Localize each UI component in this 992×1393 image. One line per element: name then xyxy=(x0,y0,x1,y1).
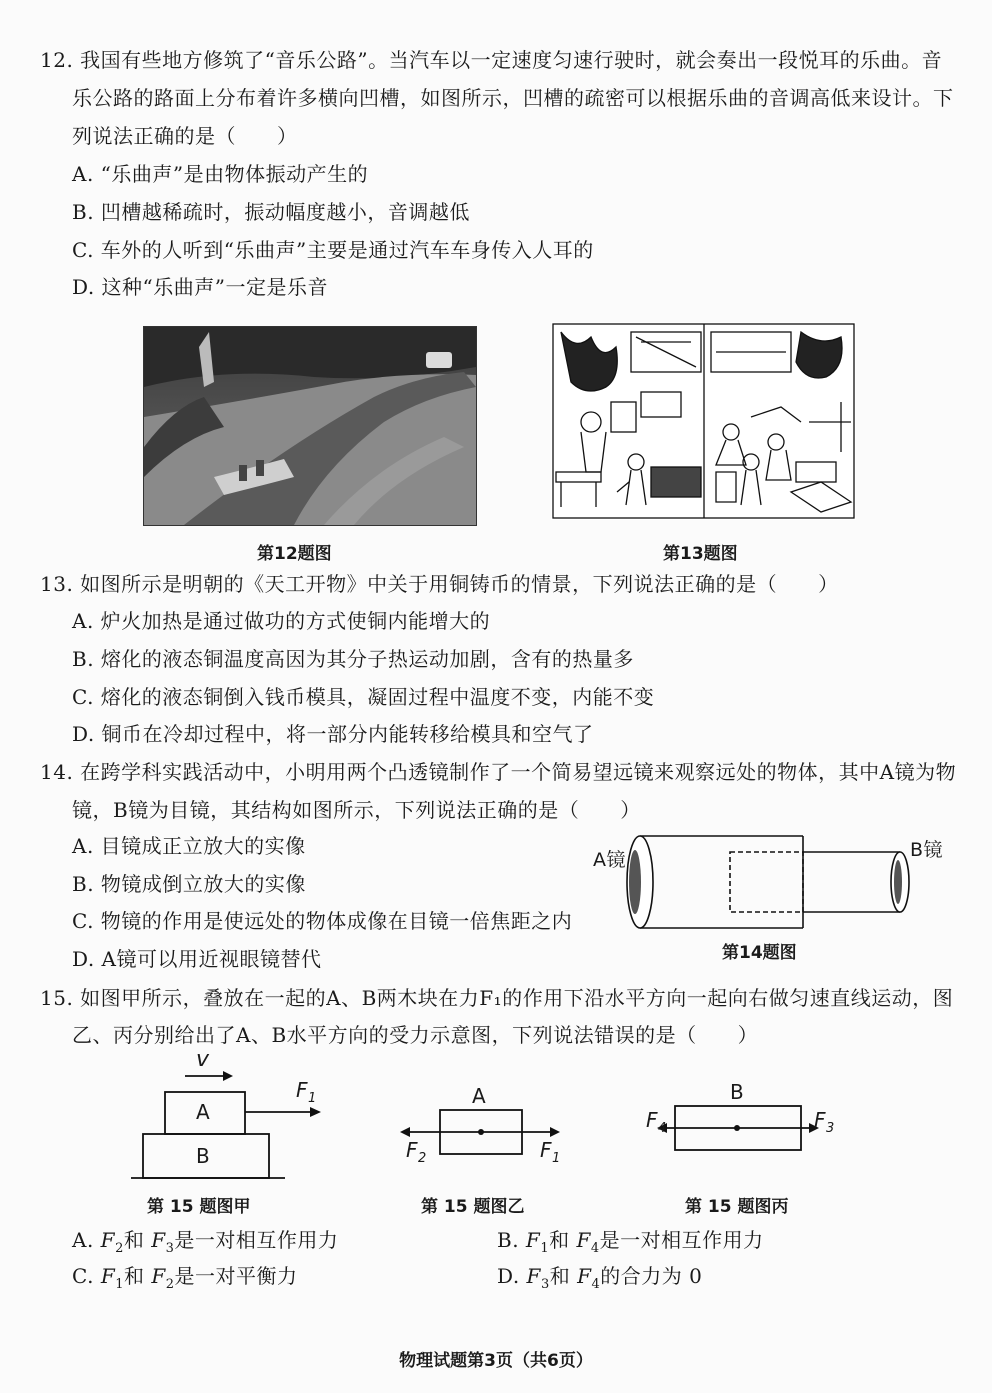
q15-fig-a-block-b: B xyxy=(196,1144,211,1168)
q15-stem-line-2: 乙、丙分别给出了A、B水平方向的受力示意图，下列说法错误的是（ ） xyxy=(72,1023,759,1047)
q15-option-c: C. $F_1$和 $F_2$是一对平衡力 xyxy=(72,1264,298,1292)
q13-option-a: A. 炉火加热是通过做功的方式使铜内能增大的 xyxy=(72,609,491,633)
q14-figure-caption: 第14题图 xyxy=(722,943,797,963)
q13-option-d: D. 铜币在冷却过程中，将一部分内能转移给模具和空气了 xyxy=(72,722,594,746)
q15-option-d: D. $F_3$和 $F_4$的合力为 0 xyxy=(497,1264,703,1292)
q15-option-a: A. $F_2$和 $F_3$是一对相互作用力 xyxy=(72,1228,339,1256)
q14-stem-line-2: 镜，B镜为目镜，其结构如图所示，下列说法正确的是（ ） xyxy=(72,798,641,822)
q15-fig-c-caption: 第 15 题图丙 xyxy=(685,1197,789,1217)
q12-stem-line-3: 列说法正确的是（ ） xyxy=(72,124,298,148)
q12-stem-line-2: 乐公路的路面上分布着许多横向凹槽，如图所示，凹槽的疏密可以根据乐曲的音调高低来设计。下 xyxy=(72,86,954,110)
q13-coin-casting-drawing xyxy=(551,322,856,520)
q12-road-photo xyxy=(143,326,477,526)
lens-a-shading xyxy=(629,850,641,914)
q13-option-c: C. 熔化的液态铜倒入钱币模具，凝固过程中温度不变，内能不变 xyxy=(72,685,655,709)
q15-fig-a-velocity-label: v xyxy=(196,1047,210,1072)
q15-fig-a-block-a: A xyxy=(196,1100,211,1124)
q12-option-b: B. 凹槽越稀疏时，振动幅度越小，音调越低 xyxy=(72,200,470,224)
q15-stem-line-1: 15. 如图甲所示，叠放在一起的A、B两木块在力F₁的作用下沿水平方向一起向右做匀速直线运动，图 xyxy=(40,986,954,1010)
page-footer: 物理试题第3页（共6页） xyxy=(399,1351,593,1371)
q12-figure-caption: 第12题图 xyxy=(257,544,332,564)
lens-b-shading xyxy=(894,860,902,904)
q12-stem-line-1: 12. 我国有些地方修筑了“音乐公路”。当汽车以一定速度匀速行驶时，就会奏出一段悦耳的乐曲。音 xyxy=(40,48,943,72)
q15-fig-c-f4-label: $F_4$ xyxy=(646,1108,667,1136)
q15-fig-b-f2-label: $F_2$ xyxy=(406,1138,427,1166)
q13-option-b: B. 熔化的液态铜温度高因为其分子热运动加剧，含有的热量多 xyxy=(72,647,634,671)
q15-fig-b-block-a: A xyxy=(472,1084,487,1108)
q14-option-d: D. A镜可以用近视眼镜替代 xyxy=(72,947,322,971)
q14-option-a: A. 目镜成正立放大的实像 xyxy=(72,834,306,858)
q15-fig-a-caption: 第 15 题图甲 xyxy=(147,1197,251,1217)
q14-option-b: B. 物镜成倒立放大的实像 xyxy=(72,872,306,896)
q15-fig-b-caption: 第 15 题图乙 xyxy=(421,1197,525,1217)
q14-lens-b-label: B镜 xyxy=(910,839,944,861)
q15-fig-c-block-b: B xyxy=(730,1080,745,1104)
q12-option-c: C. 车外的人听到“乐曲声”主要是通过汽车车身传入人耳的 xyxy=(72,238,594,262)
q14-option-c: C. 物镜的作用是使远处的物体成像在目镜一倍焦距之内 xyxy=(72,909,573,933)
q15-option-b: B. $F_1$和 $F_4$是一对相互作用力 xyxy=(497,1228,764,1256)
q13-figure-caption: 第13题图 xyxy=(663,544,738,564)
q15-figure-c xyxy=(655,1100,825,1160)
q15-figure-a xyxy=(125,1050,335,1190)
q13-stem: 13. 如图所示是明朝的《天工开物》中关于用铜铸币的情景，下列说法正确的是（ ） xyxy=(40,572,839,596)
q14-stem-line-1: 14. 在跨学科实践活动中，小明用两个凸透镜制作了一个简易望远镜来观察远处的物体，其中A镜为物 xyxy=(40,760,957,784)
q12-option-d: D. 这种“乐曲声”一定是乐音 xyxy=(72,275,328,299)
q14-lens-a-label: A镜 xyxy=(593,849,626,871)
q12-option-a: A. “乐曲声”是由物体振动产生的 xyxy=(72,162,369,186)
q15-fig-b-f1-label: $F_1$ xyxy=(540,1138,561,1166)
q15-fig-c-f3-label: $F_3$ xyxy=(814,1108,835,1136)
q15-fig-a-force-label: $F_1$ xyxy=(296,1078,317,1106)
q14-telescope-figure xyxy=(585,828,955,938)
